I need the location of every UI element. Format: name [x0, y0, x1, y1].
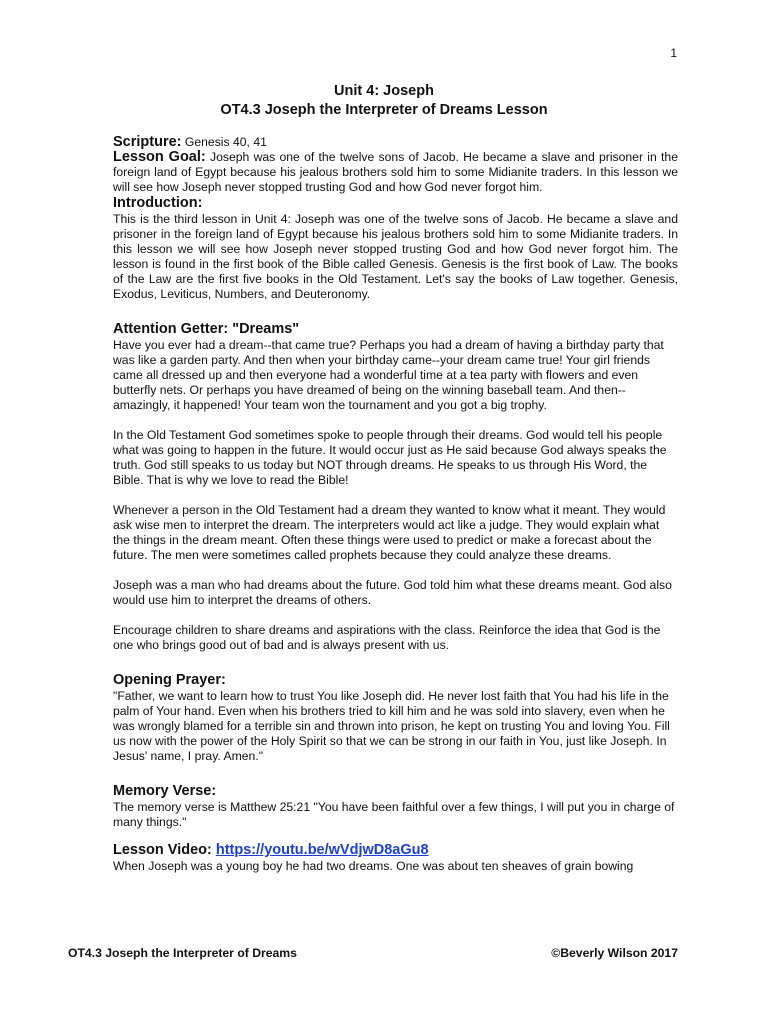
scripture-text: Genesis 40, 41 — [184, 135, 267, 149]
lesson-video-text: When Joseph was a young boy he had two dreams. One was about ten sheaves of grain bowing — [113, 859, 634, 873]
attention-paragraph: Joseph was a man who had dreams about the future. God told him what these dreams meant. God also would use him to interpret the dreams of others. — [113, 578, 672, 607]
attention-paragraph: Whenever a person in the Old Testament had a dream they wanted to know what it meant. They would ask wise men to interpret the dream. The interpreters would act like a judge. They would explain what the things in the dream meant. Often these things were used to predict or make a forecast about the future. The men were sometimes called prophets because they could analyze these dreams. — [113, 503, 666, 562]
memory-verse-heading: Memory Verse: — [113, 783, 217, 799]
unit-title: Unit 4: Joseph — [334, 83, 434, 99]
lesson-goal — [113, 150, 678, 195]
footer-copyright: ©Beverly Wilson 2017 — [551, 946, 678, 960]
lesson-video-line — [113, 842, 678, 859]
attention-paragraph: Have you ever had a dream--that came true? Perhaps you had a dream of having a birthday party that was like a garden party. And then when your birthday came--your dream came true! Your girl friends came all dressed up and then everyone had a wonderful time at a tea party with flowers and even butterfly nets. Or perhaps you have dreamed of being on the winning baseball team. And then--amazingly, it happened! Your team won the tournament and you got a big trophy. — [113, 338, 664, 412]
scripture-label: Scripture: — [113, 134, 182, 150]
introduction-heading: Introduction: — [113, 195, 203, 211]
lesson-video-link[interactable]: https://youtu.be/wVdjwD8aGu8 — [215, 842, 429, 858]
scripture-line — [113, 135, 678, 150]
lesson-video-label: Lesson Video: — [113, 842, 212, 858]
page-number: 1 — [670, 46, 677, 60]
memory-verse-text: The memory verse is Matthew 25:21 "You have been faithful over a few things, I will put you in charge of many things." — [113, 800, 675, 829]
attention-paragraph: Encourage children to share dreams and aspirations with the class. Reinforce the idea that God is the one who brings good out of bad and is always present with us. — [113, 623, 661, 652]
footer-lesson-title: OT4.3 Joseph the Interpreter of Dreams — [68, 946, 297, 960]
lesson-title: OT4.3 Joseph the Interpreter of Dreams Lesson — [220, 102, 548, 118]
opening-prayer-heading: Opening Prayer: — [113, 672, 226, 688]
document-body — [113, 135, 678, 874]
attention-getter-heading: Attention Getter: "Dreams" — [113, 321, 300, 337]
lesson-goal-text: Joseph was one of the twelve sons of Jacob. He became a slave and prisoner in the foreign land of Egypt because his jealous brothers sold him to some Midianite traders. In this lesson we will see how Joseph never stopped trusting God and how God never forgot him. — [113, 150, 678, 194]
introduction-text: This is the third lesson in Unit 4: Joseph was one of the twelve sons of Jacob. He became a slave and prisoner in the foreign land of Egypt because his jealous brothers sold him to some Midianite traders. In this lesson we will see how Joseph never stopped trusting God and how God never forgot him. The lesson is found in the first book of the Bible called Genesis. Genesis is the first book of Law. The books of the Law are the first five books in the Old Testament. Let's say the books of Law together. Genesis, Exodus, Leviticus, Numbers, and Deuteronomy. — [113, 212, 678, 301]
attention-paragraph: In the Old Testament God sometimes spoke to people through their dreams. God would tell his people what was going to happen in the future. It would occur just as He said because God always speaks the truth. God still speaks to us today but NOT through dreams. He speaks to us through His Word, the Bible. That is why we love to read the Bible! — [113, 428, 667, 487]
lesson-goal-label: Lesson Goal: — [113, 149, 206, 165]
opening-prayer-text: "Father, we want to learn how to trust You like Joseph did. He never lost faith that You had his life in the palm of Your hand. Even when his brothers tried to kill him and he was sold into slavery, even when he was wrongly blamed for a terrible sin and thrown into prison, he kept on trusting You and loving You. Fill us now with the power of the Holy Spirit so that we can be strong in our faith in You, just like Joseph. In Jesus' name, I pray. Amen." — [113, 689, 670, 763]
document-title-block — [0, 82, 768, 120]
